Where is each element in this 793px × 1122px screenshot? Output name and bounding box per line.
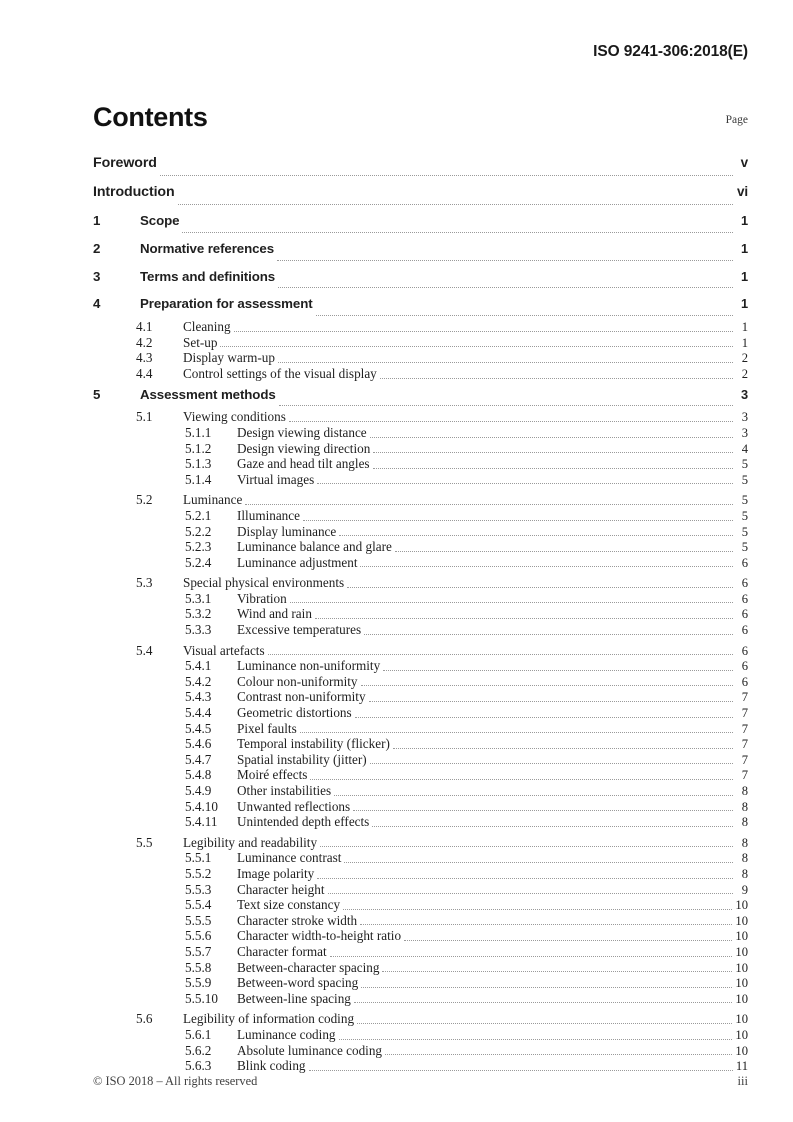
toc-dot-leader [404,940,732,941]
toc-entry[interactable] [93,752,748,768]
toc-entry[interactable] [93,441,748,457]
toc-dot-leader [330,956,733,957]
toc-entry-page-number: 8 [741,799,748,814]
toc-entry-number: 5.5.6 [185,928,212,944]
toc-entry-number: 4.2 [136,334,153,350]
toc-entry-page-number: 2 [741,351,748,366]
toc-entry-number: 5.4.3 [185,689,212,705]
toc-entry-page-number: 10 [735,1012,748,1027]
toc-entry-number: 5.5.4 [185,897,212,913]
toc-entry-number: 5.1.2 [185,440,212,456]
toc-dot-leader [234,331,733,332]
toc-entry-label: Special physical environments [183,575,345,591]
toc-entry[interactable] [93,155,748,179]
toc-dot-leader [277,260,733,261]
toc-entry-number: 5.5.8 [185,959,212,975]
toc-entry-label: Normative references [140,240,274,256]
toc-entry-page-number: 8 [741,784,748,799]
toc-dot-leader [380,378,733,379]
toc-entry[interactable] [93,492,748,508]
toc-entry-label: Colour non-uniformity [237,673,358,689]
toc-entry-label: Text size constancy [237,897,341,913]
toc-dot-leader [339,1039,733,1040]
toc-entry[interactable] [93,689,748,705]
toc-dot-leader [316,315,733,316]
toc-entry-page-number: 6 [741,674,748,689]
toc-entry-number: 5.4.5 [185,720,212,736]
toc-entry[interactable] [93,319,748,335]
toc-entry-page-number: 10 [735,944,748,959]
toc-dot-leader [357,1023,732,1024]
toc-entry-page-number: 3 [741,425,748,440]
toc-entry[interactable] [93,721,748,737]
toc-entry[interactable] [93,508,748,524]
toc-entry-number: 5.2.4 [185,554,212,570]
toc-entry-label: Assessment methods [140,386,276,402]
toc-entry-number: 5.2.2 [185,523,212,539]
toc-dot-leader [382,971,732,972]
toc-entry-number: 1 [93,213,101,228]
toc-entry-label: Viewing conditions [183,409,286,425]
toc-entry-label: Geometric distortions [237,705,352,721]
toc-entry-page-number: 7 [741,690,748,705]
toc-entry-label: Wind and rain [237,606,312,622]
toc-entry-label: Display luminance [237,523,337,539]
toc-entry-label: Foreword [93,155,157,171]
toc-entry-number: 5.4.8 [185,767,212,783]
toc-entry-page-number: 1 [741,320,748,335]
toc-dot-leader [393,748,733,749]
toc-entry-label: Character format [237,943,327,959]
toc-entry-label: Excessive temperatures [237,622,362,638]
toc-dot-leader [268,654,733,655]
toc-entry[interactable] [93,835,748,851]
toc-dot-leader [370,437,733,438]
toc-entry[interactable] [93,606,748,622]
toc-entry[interactable] [93,472,748,488]
toc-entry-page-number: 8 [741,851,748,866]
toc-entry-number: 5.4.9 [185,783,212,799]
toc-entry-number: 5.1.3 [185,456,212,472]
toc-entry-label: Preparation for assessment [140,296,313,312]
copyright-notice: © ISO 2018 – All rights reserved [93,1074,258,1088]
toc-entry-label: Image polarity [237,865,315,881]
toc-entry-page-number: 10 [735,1043,748,1058]
toc-entry-page-number: 5 [741,508,748,523]
toc-entry-page-number: 6 [741,623,748,638]
toc-dot-leader [361,987,732,988]
toc-entry-label: Other instabilities [237,783,332,799]
toc-entry-page-number: v [740,155,748,170]
toc-dot-leader [383,670,733,671]
toc-dot-leader [278,362,733,363]
toc-entry-number: 5.5.7 [185,943,212,959]
toc-entry-label: Illuminance [237,507,300,523]
toc-dot-leader [309,1070,733,1071]
toc-entry-page-number: 6 [741,643,748,658]
toc-entry-page-number: 8 [741,815,748,830]
toc-entry-page-number: 1 [740,296,748,312]
toc-dot-leader [355,717,733,718]
toc-entry[interactable] [93,1027,748,1043]
toc-entry-page-number: 6 [741,591,748,606]
toc-dot-leader [360,924,732,925]
toc-entry-label: Introduction [93,184,175,200]
toc-entry-number: 5.4.2 [185,673,212,689]
toc-entry-label: Between-character spacing [237,959,380,975]
toc-entry-number: 5.2 [136,492,153,508]
toc-dot-leader [303,520,733,521]
toc-entry-page-number: 3 [740,386,748,402]
toc-dot-leader [279,405,733,406]
toc-dot-leader [361,685,733,686]
toc-entry-label: Vibration [237,590,287,606]
toc-entry-number: 5.6.1 [185,1026,212,1042]
toc-entry[interactable] [93,705,748,721]
toc-dot-leader [372,826,733,827]
toc-entry[interactable] [93,960,748,976]
toc-entry-number: 4.3 [136,350,153,366]
toc-entry[interactable] [93,1011,748,1027]
toc-entry-label: Unintended depth effects [237,814,370,830]
toc-entry-label: Legibility of information coding [183,1011,355,1027]
toc-dot-leader [339,535,733,536]
toc-entry-number: 5.5.10 [185,990,218,1006]
toc-entry-label: Character stroke width [237,912,358,928]
contents-heading-row [93,104,748,131]
toc-entry-number: 5.1 [136,409,153,425]
toc-entry-label: Absolute luminance coding [237,1042,383,1058]
toc-entry-page-number: 9 [741,882,748,897]
toc-entry-label: Unwanted reflections [237,798,351,814]
toc-entry-label: Moiré effects [237,767,308,783]
toc-entry-page-number: 7 [741,706,748,721]
toc-dot-leader [278,287,733,288]
toc-dot-leader [354,1002,733,1003]
toc-entry-page-number: 6 [741,607,748,622]
toc-entry-number: 5.6.3 [185,1058,212,1074]
toc-entry-page-number: 8 [741,866,748,881]
toc-dot-leader [310,779,733,780]
toc-entry-page-number: 10 [735,991,748,1006]
toc-entry-label: Display warm-up [183,350,275,366]
toc-entry[interactable] [93,555,748,571]
toc-entry-page-number: vi [736,184,748,199]
toc-entry[interactable] [93,944,748,960]
toc-entry-page-number: 1 [740,240,748,256]
toc-entry[interactable] [93,241,748,264]
toc-dot-leader [385,1054,732,1055]
toc-entry[interactable] [93,1043,748,1059]
toc-entry[interactable] [93,991,748,1007]
toc-entry-number: 5.3.1 [185,590,212,606]
toc-entry-page-number: 1 [741,335,748,350]
toc-entry-number: 5.5 [136,834,153,850]
toc-entry-page-number: 3 [741,410,748,425]
toc-entry-label: Character width-to-height ratio [237,928,402,944]
toc-entry-page-number: 1 [740,268,748,284]
toc-entry-label: Between-line spacing [237,990,351,1006]
toc-entry-number: 5.1.4 [185,471,212,487]
toc-dot-leader [317,483,733,484]
toc-entry-page-number: 6 [741,576,748,591]
toc-dot-leader [373,468,733,469]
toc-entry-number: 5.4.6 [185,736,212,752]
toc-entry-page-number: 10 [735,898,748,913]
toc-entry[interactable] [93,350,748,366]
toc-entry-label: Between-word spacing [237,975,359,991]
toc-entry-label: Visual artefacts [183,642,265,658]
toc-entry-label: Terms and definitions [140,268,276,284]
toc-dot-leader [369,701,733,702]
toc-dot-leader [353,810,733,811]
toc-dot-leader [182,232,733,233]
toc-entry-label: Control settings of the visual display [183,365,377,381]
toc-entry-number: 5.4 [136,642,153,658]
toc-entry[interactable] [93,643,748,659]
toc-entry-number: 5.5.5 [185,912,212,928]
page-footer [93,1074,748,1089]
toc-entry[interactable] [93,387,748,410]
toc-entry[interactable] [93,928,748,944]
toc-entry-page-number: 10 [735,960,748,975]
toc-dot-leader [347,587,733,588]
toc-dot-leader [315,618,733,619]
toc-entry[interactable] [93,184,748,208]
toc-entry-number: 4.4 [136,365,153,381]
toc-entry-page-number: 10 [735,976,748,991]
toc-entry[interactable] [93,296,748,319]
toc-entry-label: Design viewing distance [237,424,367,440]
toc-dot-leader [160,175,733,176]
toc-entry-page-number: 5 [741,472,748,487]
toc-entry[interactable] [93,882,748,898]
toc-entry-number: 5.4.4 [185,705,212,721]
toc-entry[interactable] [93,658,748,674]
toc-entry[interactable] [93,366,748,382]
toc-entry-page-number: 4 [741,441,748,456]
toc-entry-page-number: 7 [741,752,748,767]
toc-entry-page-number: 7 [741,721,748,736]
toc-entry[interactable] [93,213,748,236]
toc-entry-label: Legibility and readability [183,834,318,850]
toc-entry-number: 5.4.7 [185,751,212,767]
toc-entry-number: 4 [93,296,101,312]
toc-dot-leader [320,846,733,847]
page-title: Contents [93,102,208,132]
toc-entry-number: 5.6.2 [185,1042,212,1058]
toc-entry-number: 5.5.3 [185,881,212,897]
toc-entry[interactable] [93,524,748,540]
toc-entry[interactable] [93,783,748,799]
toc-entry-number: 2 [93,240,101,256]
toc-entry-page-number: 10 [735,913,748,928]
toc-dot-leader [328,893,733,894]
toc-entry-page-number: 6 [741,659,748,674]
toc-dot-leader [373,452,733,453]
toc-entry-label: Character height [237,881,325,897]
toc-entry-label: Blink coding [237,1058,306,1074]
toc-dot-leader [300,732,733,733]
toc-entry-number: 5.3.2 [185,606,212,622]
toc-entry-page-number: 8 [741,835,748,850]
toc-dot-leader [289,421,733,422]
toc-entry[interactable] [93,539,748,555]
toc-entry-number: 5.4.11 [185,814,218,830]
toc-entry-page-number: 1 [740,213,748,228]
toc-entry[interactable] [93,456,748,472]
toc-entry-page-number: 10 [735,929,748,944]
toc-dot-leader [178,204,733,205]
toc-dot-leader [364,634,733,635]
toc-entry-label: Pixel faults [237,720,297,736]
toc-entry-number: 5.6 [136,1011,153,1027]
toc-entry-label: Contrast non-uniformity [237,689,366,705]
toc-entry-page-number: 5 [741,540,748,555]
toc-dot-leader [290,602,733,603]
toc-entry-number: 5.5.9 [185,975,212,991]
toc-entry-label: Design viewing direction [237,440,371,456]
toc-entry[interactable] [93,814,748,830]
toc-entry[interactable] [93,975,748,991]
toc-entry[interactable] [93,767,748,783]
toc-entry-label: Gaze and head tilt angles [237,456,370,472]
toc-entry[interactable] [93,850,748,866]
toc-entry-number: 5.1.1 [185,424,212,440]
toc-entry-number: 5 [93,386,101,402]
toc-entry[interactable] [93,1058,748,1074]
toc-dot-leader [344,862,733,863]
table-of-contents [93,155,748,1074]
toc-entry[interactable] [93,913,748,929]
toc-entry-label: Luminance adjustment [237,554,358,570]
toc-entry-page-number: 5 [741,493,748,508]
toc-dot-leader [317,878,733,879]
toc-entry[interactable] [93,674,748,690]
toc-entry-number: 5.5.1 [185,850,212,866]
toc-entry[interactable] [93,799,748,815]
toc-entry[interactable] [93,622,748,638]
toc-entry-page-number: 6 [741,555,748,570]
toc-entry[interactable] [93,335,748,351]
toc-entry-number: 5.5.2 [185,865,212,881]
toc-entry-label: Luminance coding [237,1026,336,1042]
toc-dot-leader [370,763,733,764]
toc-entry-number: 5.2.1 [185,507,212,523]
toc-entry-label: Set-up [183,334,218,350]
toc-entry[interactable] [93,425,748,441]
toc-dot-leader [360,566,733,567]
page-column-label: Page [725,114,748,126]
toc-dot-leader [395,551,733,552]
toc-entry-page-number: 10 [735,1027,748,1042]
toc-entry-label: Temporal instability (flicker) [237,736,390,752]
toc-entry-number: 5.3.3 [185,622,212,638]
toc-entry[interactable] [93,591,748,607]
toc-entry-label: Luminance non-uniformity [237,658,381,674]
toc-entry-label: Spatial instability (jitter) [237,751,367,767]
toc-entry-page-number: 5 [741,457,748,472]
toc-dot-leader [343,909,732,910]
toc-entry-number: 4.1 [136,319,153,335]
toc-entry-number: 5.4.1 [185,658,212,674]
toc-entry-number: 3 [93,268,101,284]
toc-dot-leader [334,795,733,796]
toc-entry[interactable] [93,866,748,882]
toc-entry[interactable] [93,897,748,913]
running-header-standard-reference: ISO 9241-306:2018(E) [593,43,748,60]
toc-entry-label: Scope [140,213,180,228]
footer-page-number: iii [737,1074,748,1088]
toc-entry-label: Cleaning [183,319,231,335]
toc-entry-page-number: 7 [741,768,748,783]
toc-entry[interactable] [93,736,748,752]
toc-entry-page-number: 5 [741,524,748,539]
toc-dot-leader [220,346,733,347]
toc-entry-label: Virtual images [237,471,315,487]
toc-entry-number: 5.3 [136,575,153,591]
toc-entry-label: Luminance [183,492,243,508]
toc-entry[interactable] [93,269,748,292]
toc-entry-label: Luminance balance and glare [237,539,392,555]
toc-entry-page-number: 2 [741,366,748,381]
toc-entry[interactable] [93,575,748,591]
toc-entry-number: 5.4.10 [185,798,218,814]
toc-entry-page-number: 11 [735,1059,748,1074]
toc-dot-leader [245,504,733,505]
toc-entry[interactable] [93,409,748,425]
toc-entry-label: Luminance contrast [237,850,342,866]
toc-entry-number: 5.2.3 [185,539,212,555]
toc-entry-page-number: 7 [741,737,748,752]
